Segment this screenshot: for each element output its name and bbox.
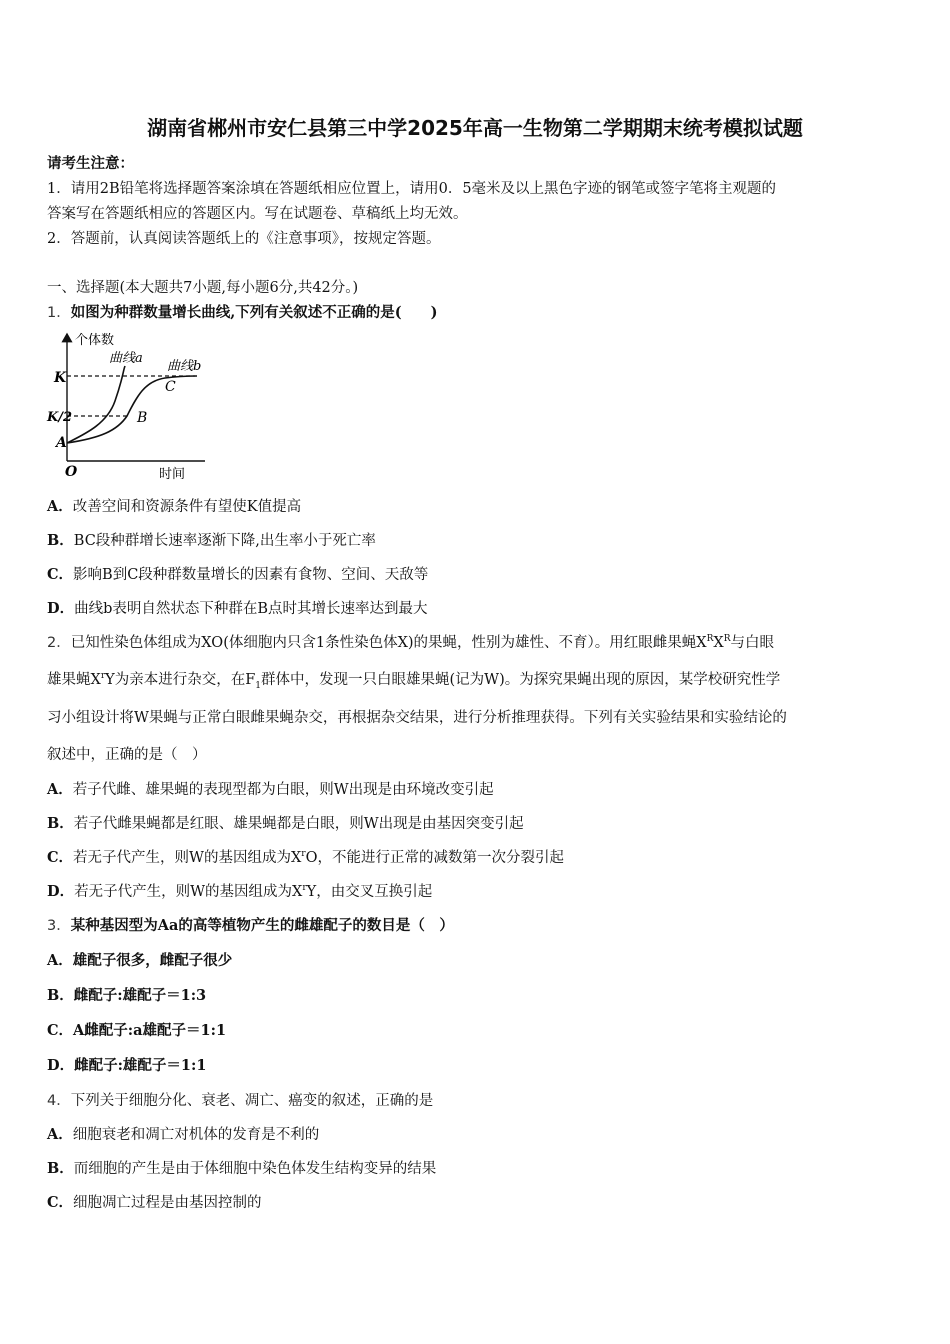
curve-b-label: 曲线b	[167, 359, 202, 374]
notice-item-1-line-1: 1．请用2B铅笔将选择题答案涂填在答题纸相应位置上，请用0．5毫米及以上黑色字迹的钢笔或签字笔将主观题的	[47, 181, 777, 197]
option-text: O，不能进行正常的减数第一次分裂引起	[305, 850, 564, 866]
option-text: 细胞衰老和凋亡对机体的发育是不利的	[72, 1127, 320, 1143]
q4-option-c	[47, 1191, 262, 1212]
point-c-label: C	[165, 379, 176, 395]
option-text: Y，由交叉互换引起	[306, 884, 433, 900]
q2-text: 已知性染色体组成为XO(体细胞内只含1条性染色体X)的果蝇，性别为雄性、不育）。用红眼雌果蝇X	[70, 635, 707, 651]
q4-option-a	[47, 1123, 319, 1144]
superscript: r	[100, 671, 106, 682]
q2-text: 雄果蝇X	[47, 672, 101, 688]
q2-text: X	[713, 635, 724, 651]
x-axis-label: 时间	[159, 467, 186, 482]
option-text: 若无子代产生，则W的基因组成为X	[74, 884, 303, 900]
option-text: 若无子代产生，则W的基因组成为X	[73, 850, 302, 866]
option-label: C．	[47, 1022, 74, 1039]
option-text: 细胞凋亡过程是由基因控制的	[73, 1195, 262, 1211]
q2-line-2	[47, 668, 780, 691]
subscript: 1	[255, 680, 262, 691]
option-label: C．	[47, 849, 74, 866]
superscript: r	[302, 883, 307, 894]
option-text: 雄配子很多，雌配子很少	[72, 952, 233, 969]
option-label: A．	[47, 498, 73, 515]
option-text: 若子代雌果蝇都是红眼、雄果蝇都是白眼，则W出现是由基因突变引起	[73, 816, 524, 832]
option-text: 影响B到C段种群数量增长的因素有食物、空间、天敌等	[73, 567, 429, 583]
q3-option-a	[47, 949, 232, 970]
q2-line-1	[47, 631, 774, 652]
option-text: 改善空间和资源条件有望使K值提高	[72, 499, 302, 515]
option-label: B．	[47, 815, 74, 832]
option-label: C．	[47, 566, 74, 583]
option-label: A．	[47, 952, 73, 969]
option-label: B．	[47, 532, 74, 549]
q2-option-a	[47, 778, 494, 799]
q1-option-a	[47, 495, 301, 516]
option-label: B．	[47, 987, 74, 1004]
q3-option-c	[47, 1019, 226, 1040]
q3-option-d	[47, 1054, 206, 1075]
q2-line-3: 习小组设计将W果蝇与正常白眼雌果蝇杂交，再根据杂交结果，进行分析推理获得。下列有关实验结果和实验结论的	[47, 710, 787, 726]
point-b-label: B	[137, 410, 148, 426]
population-growth-figure	[45, 326, 215, 486]
option-label: A．	[47, 781, 73, 798]
q2-text: 群体中，发现一只白眼雄果蝇(记为W)。为探究果蝇出现的原因，某学校研究性学	[261, 672, 781, 688]
q3-option-b	[47, 984, 206, 1005]
option-text: 雌配子:雄配子＝1:3	[73, 987, 207, 1004]
notice-item-2: 2．答题前，认真阅读答题纸上的《注意事项》，按规定答题。	[47, 231, 441, 247]
superscript: R	[723, 634, 731, 645]
superscript: r	[301, 849, 306, 860]
option-label: A．	[47, 1126, 73, 1143]
option-text: BC段种群增长速率逐渐下降,出生率小于死亡率	[73, 533, 376, 549]
question-3	[47, 914, 454, 935]
question-number: 1．	[47, 305, 71, 321]
question-1	[47, 301, 438, 322]
option-label: C．	[47, 1194, 74, 1211]
question-stem: 如图为种群数量增长曲线,下列有关叙述不正确的是( )	[70, 304, 438, 321]
question-number: 2．	[47, 635, 71, 651]
question-number: 3．	[47, 918, 71, 934]
section-heading: 一、选择题(本大题共7小题,每小题6分,共42分。)	[47, 280, 359, 296]
notice-heading: 请考生注意：	[47, 155, 134, 172]
curve-a-label: 曲线a	[109, 351, 143, 366]
option-text: 若子代雌、雄果蝇的表现型都为白眼，则W出现是由环境改变引起	[72, 782, 494, 798]
curve-a-line	[67, 366, 125, 443]
option-text: 曲线b表明自然状态下种群在B点时其增长速率达到最大	[74, 601, 428, 617]
question-4	[47, 1089, 433, 1110]
q2-option-c	[47, 846, 564, 867]
q2-text: 与白眼	[730, 635, 775, 651]
q2-option-d	[47, 880, 432, 901]
notice-item-1-line-2: 答案写在答题纸相应的答题区内。写在试题卷、草稿纸上均无效。	[47, 206, 468, 222]
option-text: A雌配子:a雄配子＝1:1	[73, 1022, 227, 1039]
q1-option-b	[47, 529, 376, 550]
y-axis-label: 个体数	[75, 333, 115, 348]
superscript: R	[706, 634, 714, 645]
option-label: D．	[47, 883, 75, 900]
q2-line-4: 叙述中，正确的是（ ）	[47, 747, 207, 763]
option-text: 而细胞的产生是由于体细胞中染色体发生结构变异的结果	[73, 1161, 437, 1177]
q1-option-c	[47, 563, 428, 584]
origin-label: O	[65, 464, 78, 480]
option-label: D．	[47, 600, 75, 617]
q2-option-b	[47, 812, 524, 833]
option-label: D．	[47, 1057, 75, 1074]
q1-option-d	[47, 597, 428, 618]
option-label: B．	[47, 1160, 74, 1177]
option-text: 雌配子:雄配子＝1:1	[74, 1057, 207, 1074]
page-title: 湖南省郴州市安仁县第三中学2025年高一生物第二学期期末统考模拟试题	[147, 116, 803, 140]
question-stem: 某种基因型为Aa的高等植物产生的雌雄配子的数目是（ ）	[70, 917, 454, 934]
question-stem: 下列关于细胞分化、衰老、凋亡、癌变的叙述，正确的是	[70, 1093, 434, 1109]
k-label: K	[54, 370, 67, 386]
k-half-label: K/2	[47, 410, 73, 425]
point-a-label: A	[56, 435, 67, 451]
q2-text: Y为亲本进行杂交，在F	[105, 672, 256, 688]
q4-option-b	[47, 1157, 436, 1178]
question-number: 4．	[47, 1093, 71, 1109]
